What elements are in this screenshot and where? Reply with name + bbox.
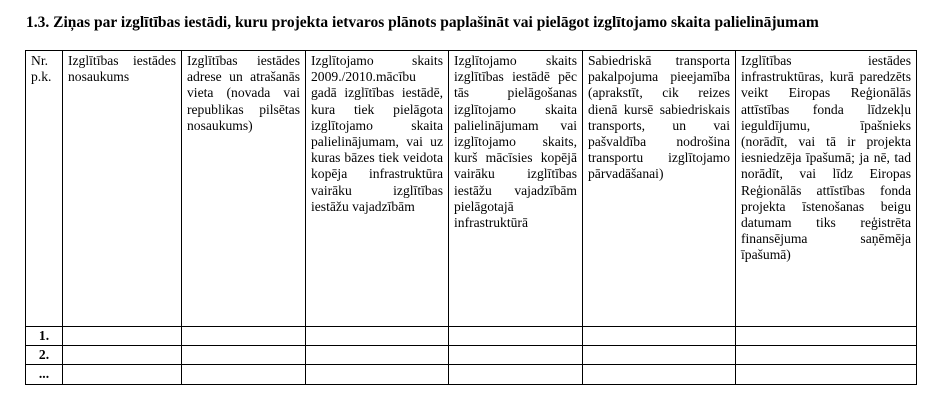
cell-students-current[interactable] [306,365,449,384]
table-row [26,346,917,365]
cell-students-after[interactable] [449,365,583,384]
cell-infrastructure-owner[interactable] [736,346,917,365]
row-number: 2. [26,346,63,365]
table-row [26,327,917,346]
cell-address[interactable] [182,327,306,346]
cell-infrastructure-owner[interactable] [736,365,917,384]
cell-students-current[interactable] [306,327,449,346]
cell-public-transport[interactable] [583,346,736,365]
column-header-students-after: Izglītojamo skaits izglītības iestādē pēc tās pielāgošanas izglītojamo skaita palielinājumam vai izglītojamo skaits, kurš mācīsies kopējā vairāku izglītības iestāžu vajadzībām pielāgotajā infrastruktūrā [449,51,583,327]
row-number: ... [26,365,63,384]
section-heading: 1.3. Ziņas par izglītības iestādi, kuru projekta ietvaros plānots paplašināt vai pielāgot izglītojamo skaita palielinājumam [26,14,819,31]
cell-students-after[interactable] [449,327,583,346]
cell-students-current[interactable] [306,346,449,365]
cell-address[interactable] [182,346,306,365]
cell-institution-name[interactable] [63,327,182,346]
cell-institution-name[interactable] [63,365,182,384]
cell-institution-name[interactable] [63,346,182,365]
row-number: 1. [26,327,63,346]
table-header-row [26,51,917,327]
cell-public-transport[interactable] [583,365,736,384]
cell-infrastructure-owner[interactable] [736,327,917,346]
institution-info-table [25,50,917,385]
cell-public-transport[interactable] [583,327,736,346]
cell-students-after[interactable] [449,346,583,365]
column-header-institution-name: Izglītības iestādes nosaukums [63,51,182,327]
table-row [26,365,917,384]
column-header-number: Nr. p.k. [26,51,63,327]
cell-address[interactable] [182,365,306,384]
column-header-infrastructure-owner: Izglītības iestādes infrastruktūras, kurā paredzēts veikt Eiropas Reģionālās attīstības fonda līdzekļu ieguldījumu, īpašnieks (norādīt, vai tā ir projekta iesniedzēja īpašumā; ja nē, tad norādīt, vai līdz Eiropas Reģionālās attīstības fonda projekta īstenošanas beigu datumam tiks reģistrēta finansējuma saņēmēja īpašumā) [736,51,917,327]
column-header-address: Izglītības iestādes adrese un atrašanās vieta (novada vai republikas pilsētas nosaukums) [182,51,306,327]
column-header-students-current: Izglītojamo skaits 2009./2010.mācību gadā izglītības iestādē, kura tiek pielāgota izglītojamo skaita palielinājumam, vai uz kuras bāzes tiek veidota kopēja infrastruktūra vairāku izglītības iestāžu vajadzībām [306,51,449,327]
column-header-public-transport: Sabiedriskā transporta pakalpojuma pieejamība (aprakstīt, cik reizes dienā kursē sabiedriskais transports, un vai pašvaldība nodrošina transportu izglītojamo pārvadāšanai) [583,51,736,327]
